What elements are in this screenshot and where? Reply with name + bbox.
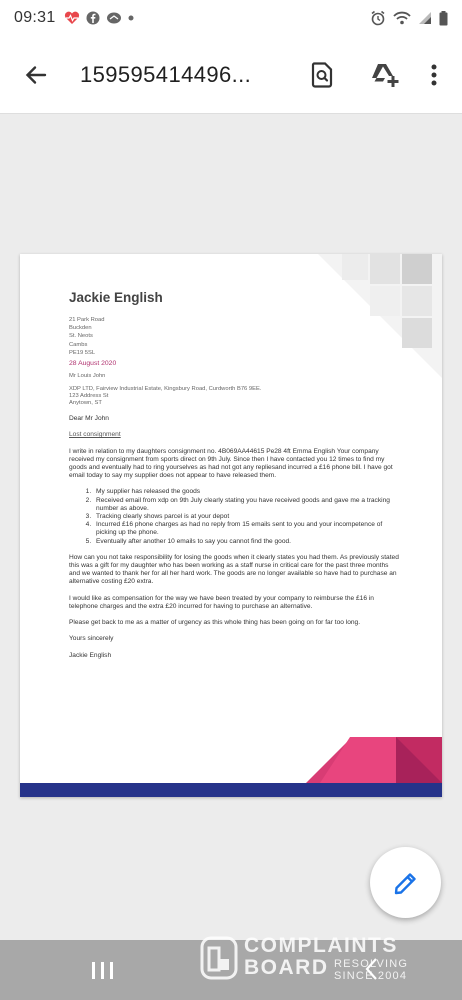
dot-icon: [128, 15, 134, 21]
paragraph: How can you not take responsibility for losing the goods when it clearly states you had them. As previously stated this was a gift for my daughter who has been working as a staff nurse in critical care for the past three months and we wanted to thank her for all her hard work. The goods are no longer available so have had to purchase an alternative costing £20 extra.: [69, 553, 399, 586]
address-line: St. Neots: [69, 333, 93, 340]
watermark: [200, 932, 420, 984]
letter-body: [69, 290, 399, 661]
add-to-drive-button[interactable]: [360, 51, 408, 99]
closing: Yours sincerely: [69, 635, 114, 643]
watermark-tagline-2: SINCE 2004: [334, 970, 408, 982]
list-item: 1. My supplier has released the goods: [93, 488, 399, 496]
address-line: Buckden: [69, 325, 92, 332]
signature: Jackie English: [69, 652, 112, 660]
more-vert-icon: [430, 64, 438, 86]
sender-name: Jackie English: [69, 290, 163, 305]
more-options-button[interactable]: [410, 51, 458, 99]
back-button[interactable]: [12, 51, 60, 99]
edit-button[interactable]: [370, 847, 441, 918]
facebook-icon: [86, 11, 100, 25]
bottom-decoration: [20, 737, 442, 797]
status-system-icons: [370, 10, 448, 26]
numbered-list: [69, 488, 399, 545]
list-item: 2. Received email from xdp on 9th July clearly stating you have received goods and gave me a tracking number as above.: [93, 497, 399, 513]
alarm-icon: [370, 10, 386, 26]
status-bar: [0, 0, 462, 36]
address-line: 21 Park Road: [69, 317, 105, 323]
paragraph: Please get back to me as a matter of urgency as this whole thing has been going on for far too long.: [69, 619, 361, 627]
address-line: Cambs: [69, 341, 88, 348]
document-title: 159595414496...: [80, 61, 252, 87]
heart-rate-icon: [64, 11, 80, 25]
paragraph: I would like as compensation for the way we have been treated by your company to reimburse the £16 in telephone charges and the extra £20 incurred for having to purchase an alternative.: [69, 594, 374, 610]
recipient-address-line: XDP LTD, Fairview Industrial Estate, Kingsbury Road, Curdworth B76 9EE.: [69, 386, 262, 393]
signal-icon: [418, 11, 432, 25]
list-item: 5. Eventually after another 10 emails to say you cannot find the good.: [93, 538, 399, 546]
document-page: [20, 254, 442, 797]
wifi-icon: [393, 11, 411, 25]
arrow-left-icon: [24, 63, 48, 87]
watermark-line2: BOARD: [244, 956, 329, 979]
recipient-name: Mr Louis John: [69, 373, 106, 380]
status-notification-icons: [64, 11, 134, 25]
greeting: Dear Mr John: [69, 415, 109, 423]
app-bar-actions: [298, 51, 462, 99]
sender-address: [69, 316, 399, 357]
complaints-board-logo: [200, 936, 238, 980]
watermark-line1: COMPLAINTS: [244, 934, 398, 957]
list-item: 4. Incurred £16 phone charges as had no reply from 15 emails sent to you and your incompetence of picking up the phone.: [93, 521, 399, 537]
recent-apps-button[interactable]: [88, 958, 118, 982]
paragraph: I write in relation to my daughters consignment no. 4B069AA44615 Pe28 4ft Emma English Your company received my consignment from sports direct on 9th July. Since then I have contacted you 12 times to find my goods and eventually had to ring yourselves as had not got any repliesand incurred a £16 phone bill. I have got email today to say my supplier does not appear to have released them.: [69, 447, 393, 480]
watermark-tagline-1: RESOLVING: [334, 958, 409, 970]
messaging-icon: [106, 11, 122, 25]
find-in-page-icon: [310, 62, 334, 88]
list-item: 3. Tracking clearly shows parcel is at your depot: [93, 513, 399, 521]
recipient-address-line: Anytown, ST: [69, 400, 102, 407]
add-to-drive-icon: [369, 62, 399, 88]
subject-line: Lost consignment: [69, 431, 121, 439]
app-bar: [0, 36, 462, 114]
recipient-address: [69, 386, 399, 407]
address-line: PE19 5SL: [69, 349, 96, 356]
battery-icon: [439, 11, 448, 26]
edit-pencil-icon: [393, 870, 419, 896]
recipient-address-line: 123 Address St: [69, 393, 109, 400]
find-in-page-button[interactable]: [298, 51, 346, 99]
watermark-tagline: [334, 958, 408, 982]
status-time: 09:31: [14, 9, 56, 26]
letter-date: 28 August 2020: [69, 360, 117, 368]
